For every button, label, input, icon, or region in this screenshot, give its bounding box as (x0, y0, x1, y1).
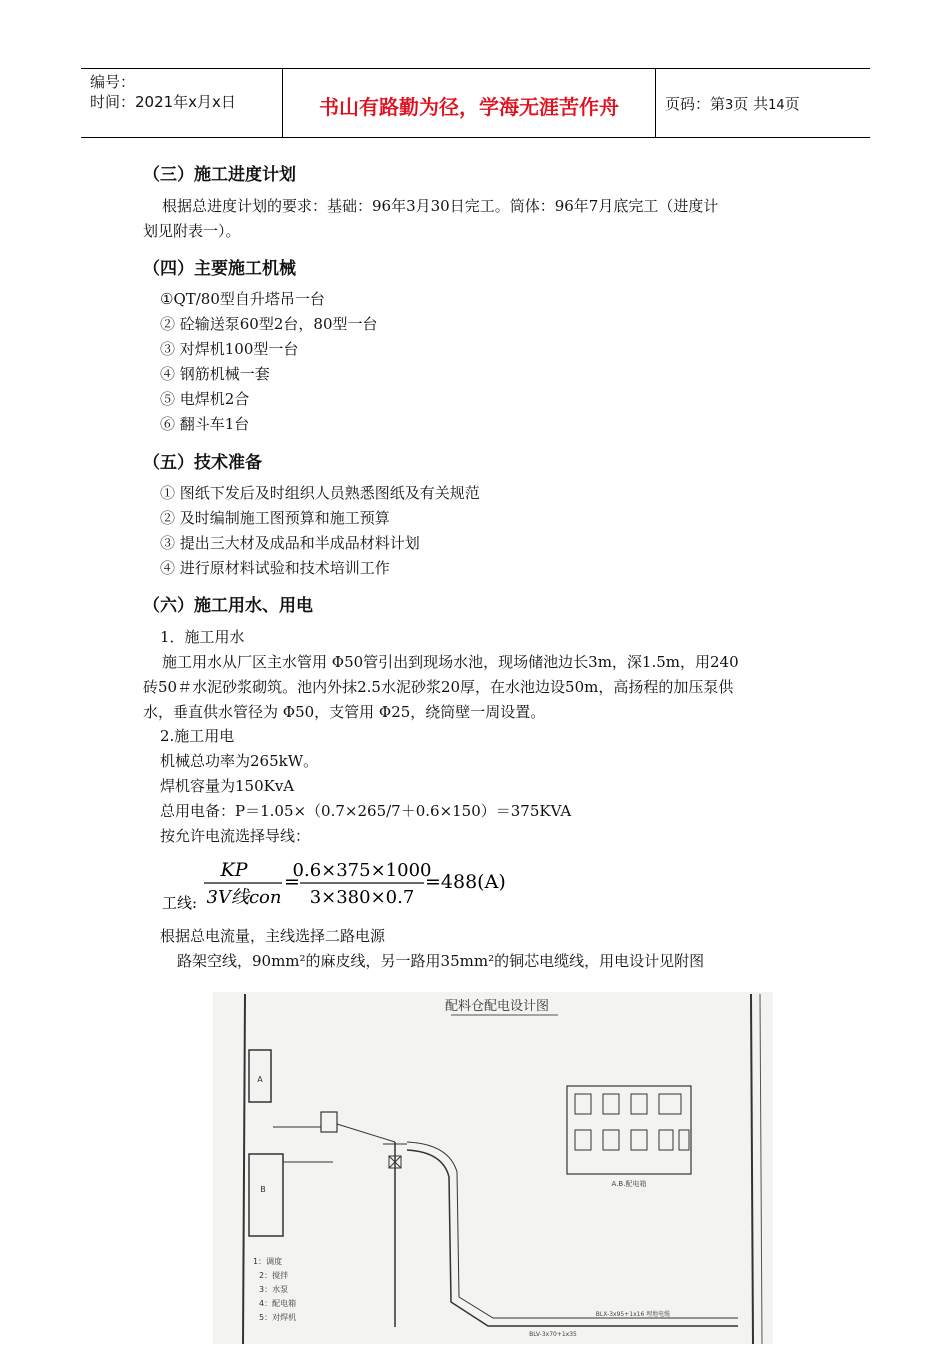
list-item: ⑤ 电焊机2合 (160, 390, 250, 408)
formula-prefix: 工线: (162, 894, 198, 912)
list-item: ④ 进行原材料试验和技术培训工作 (160, 559, 390, 577)
power-line-2: 焊机容量为150KvA (160, 777, 295, 795)
power-line-3: 总用电备：P＝1.05×（0.7×265/7＋0.6×150）＝375KVA (160, 802, 572, 820)
list-item: ③ 对焊机100型一台 (160, 340, 299, 358)
power-line-1: 机械总功率为265kW。 (160, 752, 319, 770)
formula-num-left: KP (220, 859, 248, 881)
document-code-label: 编号： (90, 73, 136, 91)
list-item: ① 图纸下发后及时组织人员熟悉图纸及有关规范 (160, 484, 480, 502)
cable-label-2: BLV-3x70+1x35 (529, 1331, 577, 1338)
legend-item: 2：搅拌 (259, 1271, 289, 1280)
water-subtitle: 1．施工用水 (160, 628, 245, 646)
power-line-4: 按允许电流选择导线： (160, 827, 311, 845)
header-page-cell (655, 69, 870, 137)
header-left-cell (81, 69, 282, 137)
legend-item: 1：调度 (253, 1257, 283, 1266)
wiring-diagram-scan (213, 992, 773, 1344)
cable-label: BLX-3x95+1x16 埋地电缆 (595, 1311, 671, 1318)
wiring-diagram-svg (213, 992, 773, 1344)
water-paragraph-line-1: 施工用水从厂区主水管用 Φ50管引出到现场水池，现场储池边长3m，深1.5m，用240 (162, 653, 739, 671)
scan-background (213, 992, 773, 1344)
water-paragraph-line-3: 水，垂直供水管径为 Φ50，支管用 Φ25，绕筒壁一周设置。 (143, 703, 546, 721)
legend-item: 3：水泵 (259, 1285, 289, 1294)
list-item: ③ 提出三大材及成品和半成品材料计划 (160, 534, 420, 552)
motto-text: 书山有路勤为径，学海无涯苦作舟 (319, 95, 619, 119)
building-a-label: A (257, 1075, 263, 1084)
list-item: ② 及时编制施工图预算和施工预算 (160, 509, 390, 527)
page-current: 3 (725, 98, 734, 113)
diagram-title: 配料仓配电设计图 (444, 999, 550, 1014)
formula-den-left: 3V线con (206, 887, 282, 908)
panel-room-label: A.B.配电箱 (611, 1180, 647, 1188)
list-item: ①QT/80型自升塔吊一台 (160, 290, 325, 308)
page-header (81, 68, 870, 138)
header-motto-cell (282, 69, 656, 137)
schedule-paragraph-line-2: 划见附表一）。 (143, 222, 241, 240)
list-item: ② 砼输送泵60型2台，80型一台 (160, 315, 378, 333)
formula-svg (162, 852, 522, 916)
section-heading-machinery: （四）主要施工机械 (143, 259, 296, 279)
section-heading-schedule: （三）施工进度计划 (143, 165, 296, 185)
power-main-line: 根据总电流量，主线选择二路电源 (160, 927, 386, 945)
formula-result: =488(A) (425, 871, 506, 893)
equals-sign: = (284, 871, 300, 893)
power-cable-line: 路架空线，90mm²的麻皮线，另一路用35mm²的铜芯电缆线，用电设计见附图 (177, 952, 705, 970)
schedule-paragraph-line-1: 根据总进度计划的要求：基础：96年3月30日完工。筒体：96年7月底完工（进度计 (162, 197, 719, 215)
building-b-label: B (260, 1185, 266, 1194)
list-item: ⑥ 翻斗车1台 (160, 415, 250, 433)
formula-num-right: 0.6×375×1000 (292, 860, 432, 881)
water-paragraph-line-2: 砖50＃水泥砂浆砌筑。池内外抹2.5水泥砂浆20厚，在水池边设50m，高扬程的加压泵供 (143, 678, 734, 696)
section-heading-technical-prep: （五）技术准备 (143, 453, 262, 473)
page-number: 页码：第3页 共14页 (665, 95, 800, 113)
document-date: 时间：2021年x月x日 (90, 93, 236, 111)
legend-item: 5：对焊机 (259, 1313, 297, 1322)
section-heading-water-power: （六）施工用水、用电 (143, 596, 313, 616)
page-total: 14 (768, 98, 785, 113)
legend-item: 4：配电箱 (259, 1299, 297, 1308)
formula-den-right: 3×380×0.7 (309, 887, 415, 908)
list-item: ④ 钢筋机械一套 (160, 365, 270, 383)
current-formula (162, 852, 522, 916)
power-subtitle: 2.施工用电 (160, 727, 235, 745)
